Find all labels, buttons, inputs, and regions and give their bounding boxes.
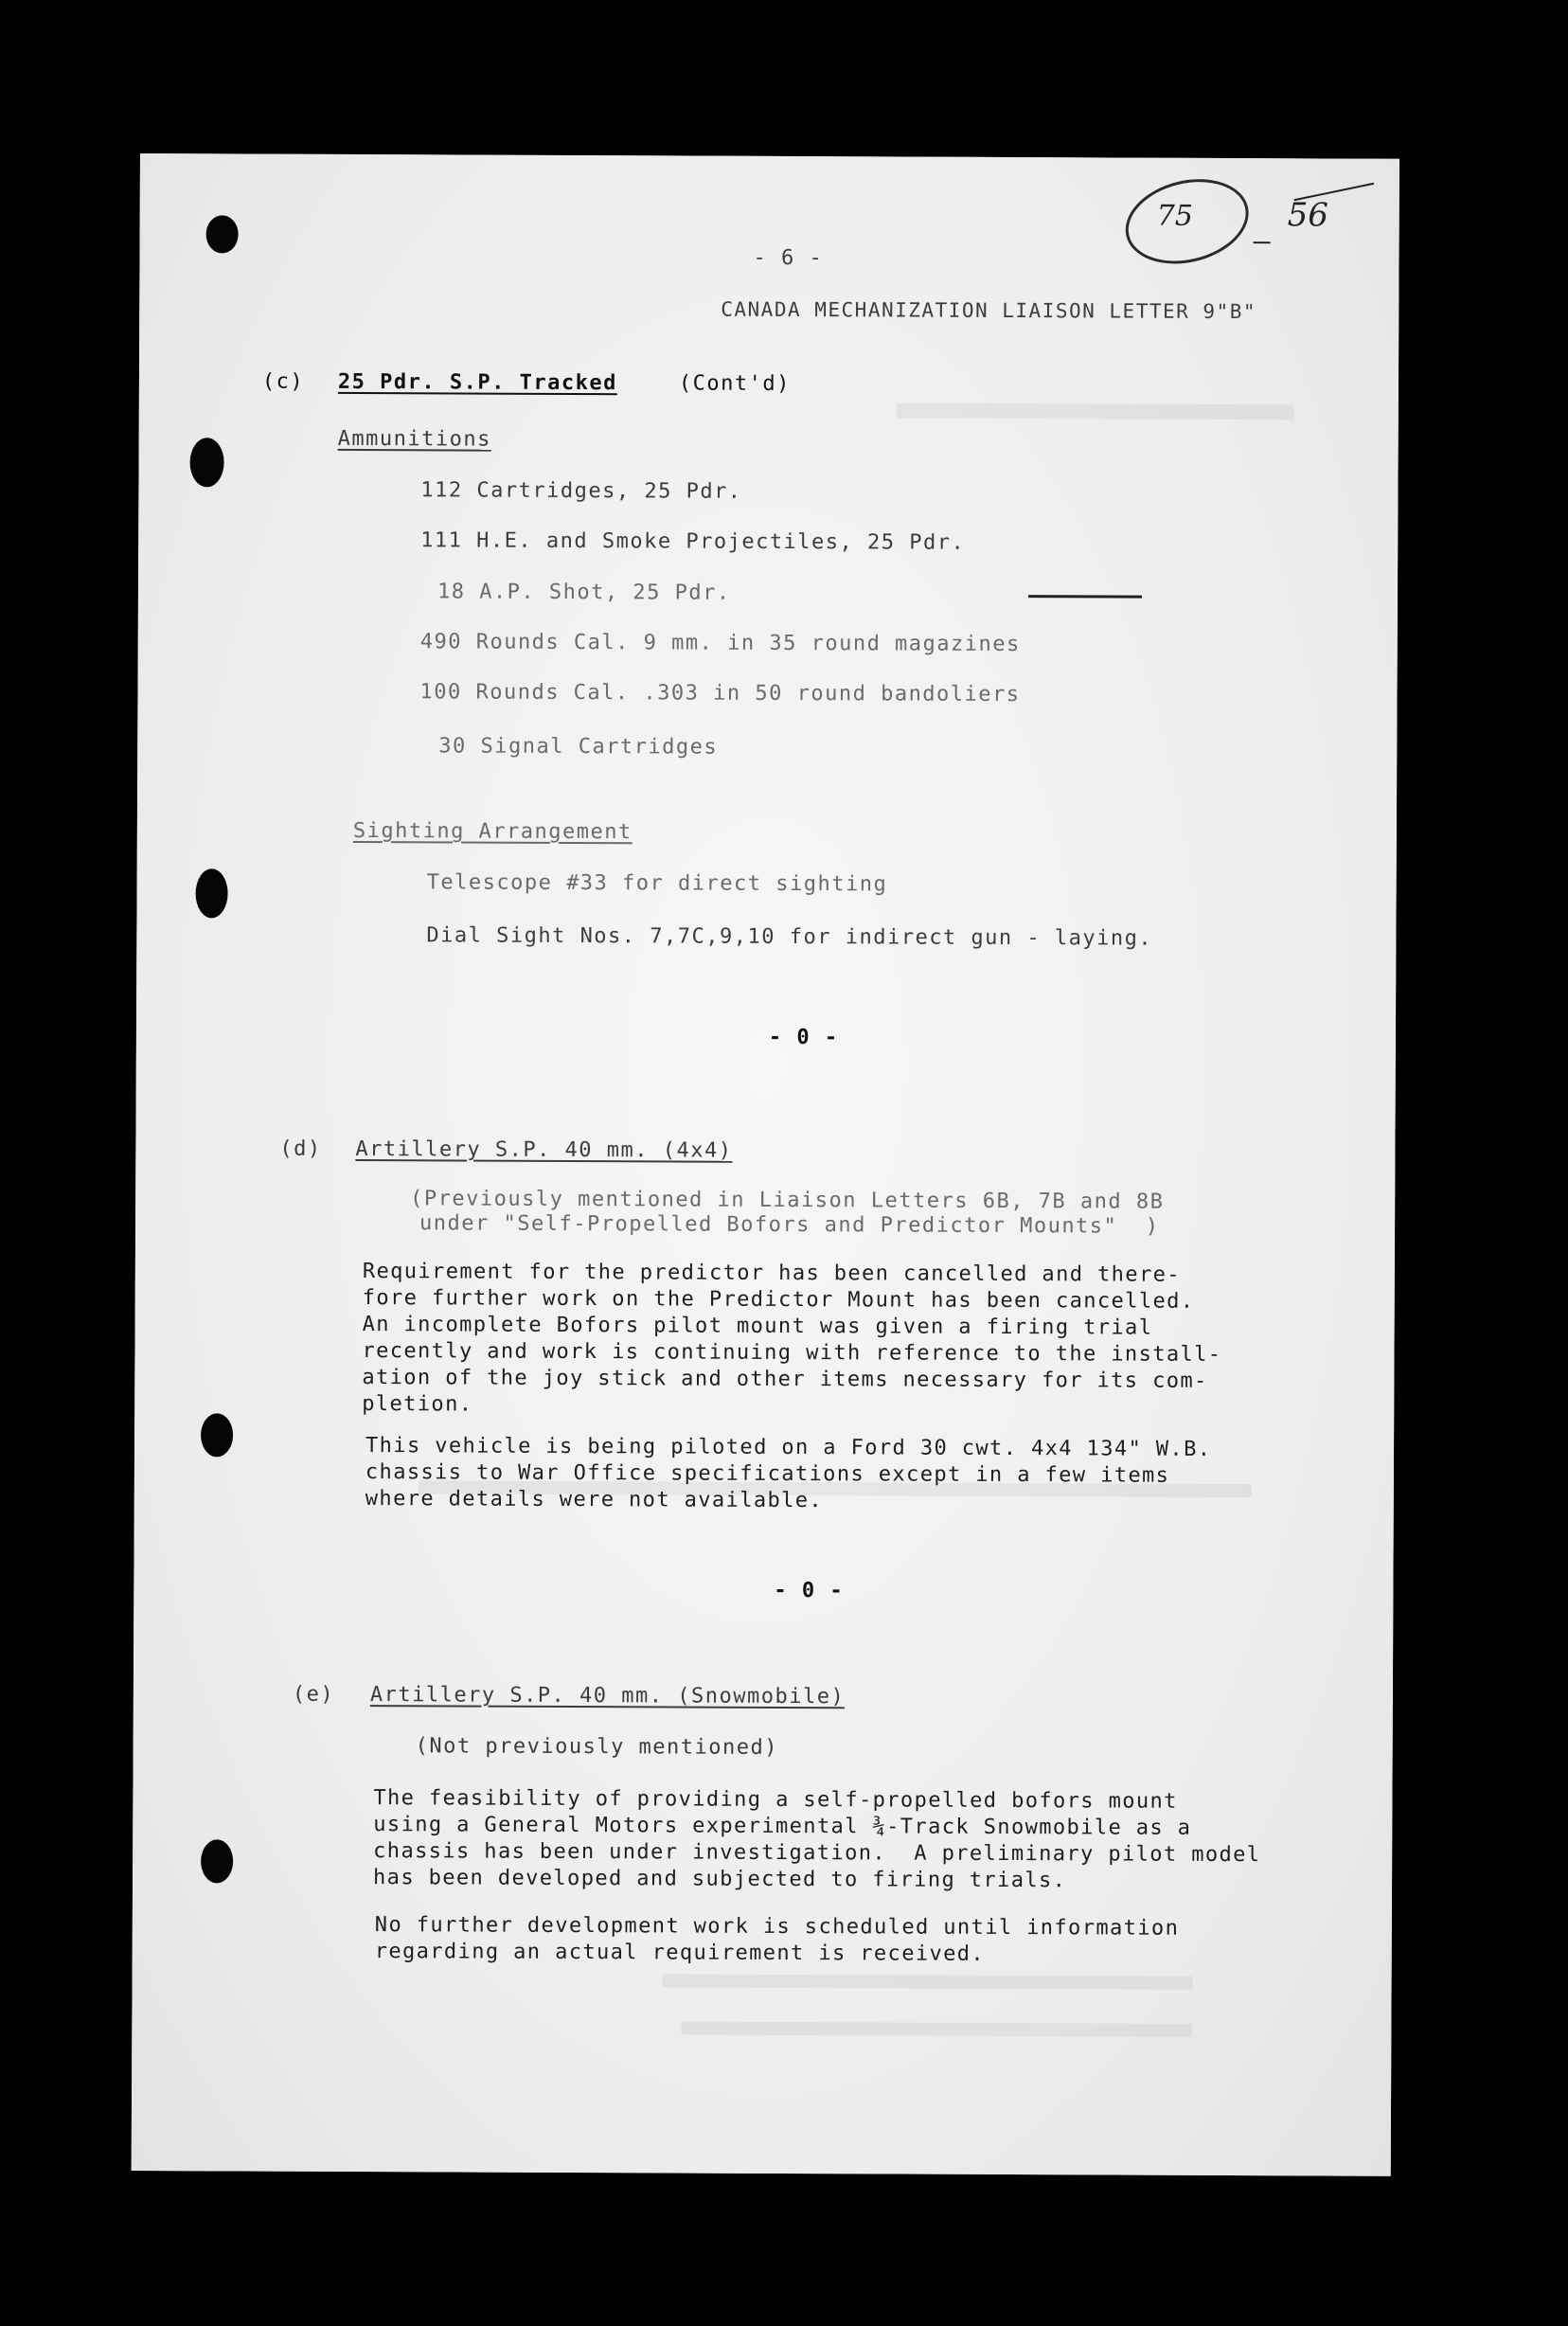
page-mark: 56 [1287, 196, 1329, 235]
paragraph-line: where details were not available. [365, 1487, 824, 1513]
paragraph-line: recently and work is continuing with reference to the install- [362, 1339, 1222, 1367]
ammunition-item: 18 A.P. Shot, 25 Pdr. [437, 580, 731, 605]
sighting-item: Dial Sight Nos. 7,7C,9,10 for indirect gun - laying. [426, 923, 1153, 951]
section-d-label: (d) [279, 1136, 322, 1161]
binder-hole [189, 438, 223, 487]
paragraph-line: An incomplete Bofors pilot mount was given a firing trial [362, 1313, 1153, 1340]
sighting-item: Telescope #33 for direct sighting [426, 870, 888, 897]
section-c-cont: (Cont'd) [678, 371, 791, 396]
bleed-through-mark [681, 2022, 1192, 2037]
section-d-paragraph-2 [365, 1433, 1212, 1516]
bleed-through-mark [897, 403, 1294, 420]
paragraph-line: chassis has been under investigation. A preliminary pilot model [373, 1839, 1261, 1868]
ammunition-item: 100 Rounds Cal. .303 in 50 round bandoliers [419, 680, 1021, 707]
section-e-title: Artillery S.P. 40 mm. (Snowmobile) [369, 1683, 846, 1709]
ammunition-heading: Ammunitions [337, 426, 491, 452]
paragraph-line: pletion. [362, 1392, 473, 1417]
section-c-label: (c) [261, 369, 305, 394]
paragraph-line: Requirement for the predictor has been cancelled and there- [362, 1260, 1181, 1287]
paragraph-line: has been developed and subjected to firing trials. [373, 1866, 1067, 1893]
paragraph-line: using a General Motors experimental ¾-Track Snowmobile as a [373, 1813, 1192, 1840]
section-c-title: 25 Pdr. S.P. Tracked [337, 369, 617, 396]
page-number: - 6 - [753, 245, 824, 271]
paragraph-line: No further development work is scheduled until information [374, 1913, 1180, 1941]
pen-stroke [1294, 183, 1375, 201]
paragraph-line: chassis to War Office specifications except in a few items [365, 1460, 1170, 1488]
ammunition-item: 111 H.E. and Smoke Projectiles, 25 Pdr. [420, 528, 966, 555]
ammunition-item: 112 Cartridges, 25 Pdr. [420, 478, 742, 504]
circled-number: 75 [1156, 199, 1193, 233]
separator: - 0 - [768, 1025, 839, 1050]
letter-title: CANADA MECHANIZATION LIAISON LETTER 9"B" [721, 297, 1257, 324]
binder-hole [201, 1839, 233, 1883]
bleed-through-mark [663, 1974, 1193, 1989]
section-e-paragraph-1 [373, 1785, 1261, 1895]
paragraph-line: The feasibility of providing a self-propelled bofors mount [373, 1786, 1178, 1814]
binder-hole [195, 868, 227, 918]
paragraph-line: fore further work on the Predictor Mount has been cancelled. [362, 1286, 1195, 1314]
section-d-title: Artillery S.P. 40 mm. (4x4) [355, 1137, 733, 1163]
paragraph-line: ation of the joy stick and other items necessary for its com- [362, 1366, 1208, 1393]
pen-stroke [1254, 242, 1271, 243]
section-d-note: (Previously mentioned in Liaison Letters 6B, 7B and 8B [410, 1187, 1165, 1214]
ammunition-item: 490 Rounds Cal. 9 mm. in 35 round magazines [419, 630, 1021, 657]
separator: - 0 - [774, 1578, 845, 1603]
binder-hole [206, 215, 239, 253]
paragraph-line: This vehicle is being piloted on a Ford 30 cwt. 4x4 134" W.B. [365, 1434, 1212, 1461]
section-e-note: (Not previously mentioned) [415, 1734, 779, 1760]
section-d-paragraph-1 [362, 1259, 1222, 1422]
section-e-label: (e) [292, 1682, 335, 1707]
paragraph-line: regarding an actual requirement is received. [374, 1940, 986, 1966]
sighting-heading: Sighting Arrangement [352, 818, 633, 845]
section-e-paragraph-2 [375, 1912, 1180, 1969]
section-d-note: under "Self-Propelled Bofors and Predictor Mounts" ) [419, 1211, 1160, 1239]
ammunition-item: 30 Signal Cartridges [438, 734, 719, 760]
binder-hole [201, 1413, 233, 1457]
pen-stroke [1028, 595, 1142, 599]
document-page [132, 153, 1399, 2176]
